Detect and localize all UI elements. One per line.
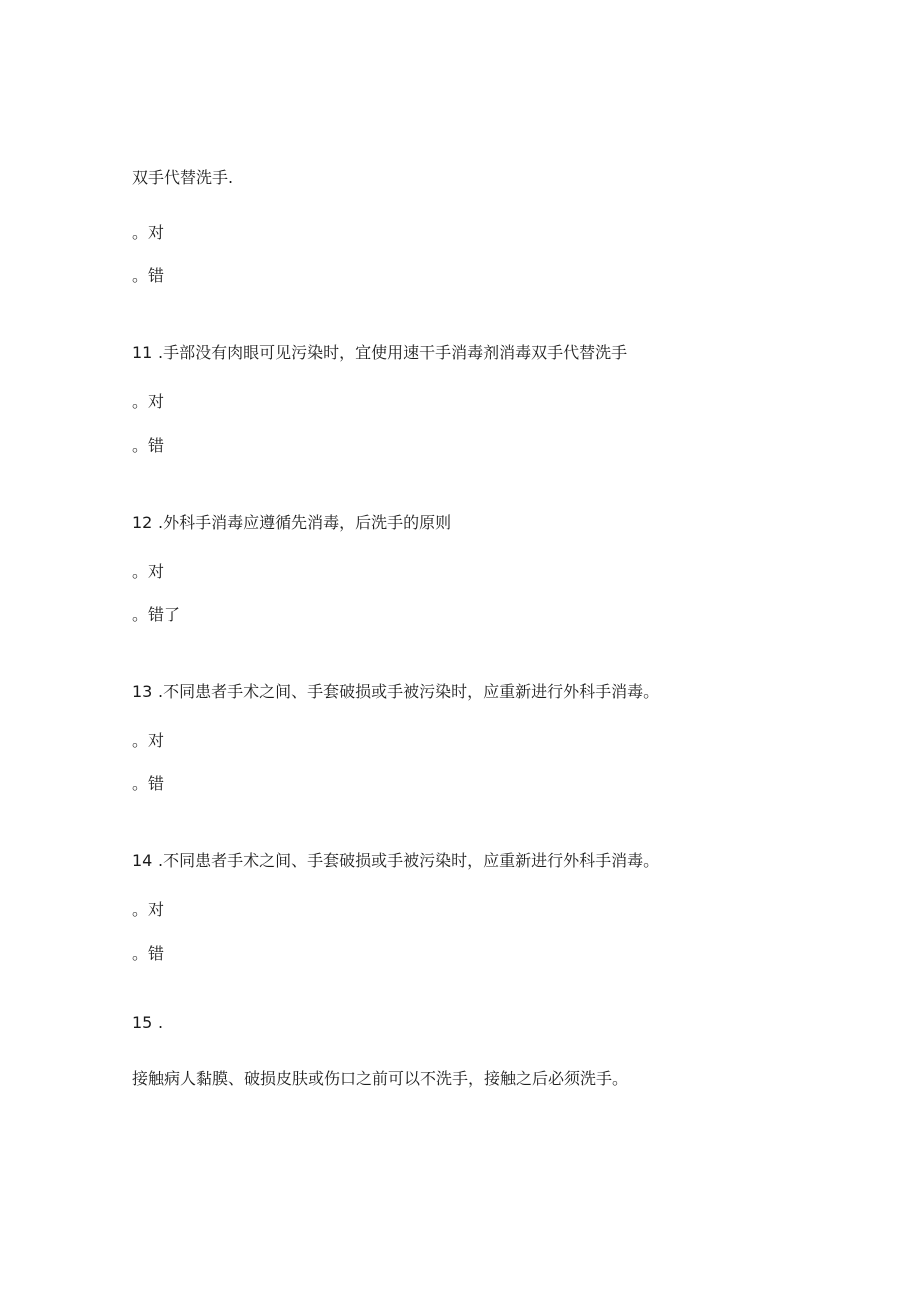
option-true[interactable]: 。对 [132, 392, 165, 411]
question-number: 15 [132, 1013, 153, 1032]
question-15 [132, 1013, 163, 1033]
question-text: .手部没有肉眼可见污染时，宜使用速干手消毒剂消毒双手代替洗手 [158, 343, 628, 362]
option-false[interactable]: 。错 [132, 436, 165, 455]
question-12 [132, 513, 451, 533]
question-number: 11 [132, 343, 153, 362]
option-false[interactable]: 。错 [132, 266, 165, 285]
option-false[interactable]: 。错 [132, 774, 165, 793]
question-text: .外科手消毒应遵循先消毒，后洗手的原则 [158, 513, 452, 532]
question-fragment: 双手代替洗手. [132, 168, 234, 187]
option-true[interactable]: 。对 [132, 900, 165, 919]
question-text: .不同患者手术之间、手套破损或手被污染时，应重新进行外科手消毒。 [158, 851, 660, 870]
question-text: .不同患者手术之间、手套破损或手被污染时，应重新进行外科手消毒。 [158, 682, 660, 701]
option-true[interactable]: 。对 [132, 562, 165, 581]
option-true[interactable]: 。对 [132, 223, 165, 242]
question-number: 13 [132, 682, 153, 701]
question-13 [132, 682, 659, 702]
option-false[interactable]: 。错了 [132, 605, 181, 624]
question-number: 12 [132, 513, 153, 532]
question-14 [132, 851, 659, 871]
question-15-text: 接触病人黏膜、破损皮肤或伤口之前可以不洗手，接触之后必须洗手。 [132, 1069, 629, 1088]
question-11 [132, 343, 627, 363]
option-false[interactable]: 。错 [132, 944, 165, 963]
option-true[interactable]: 。对 [132, 731, 165, 750]
question-number: 14 [132, 851, 153, 870]
question-text: . [158, 1013, 164, 1032]
